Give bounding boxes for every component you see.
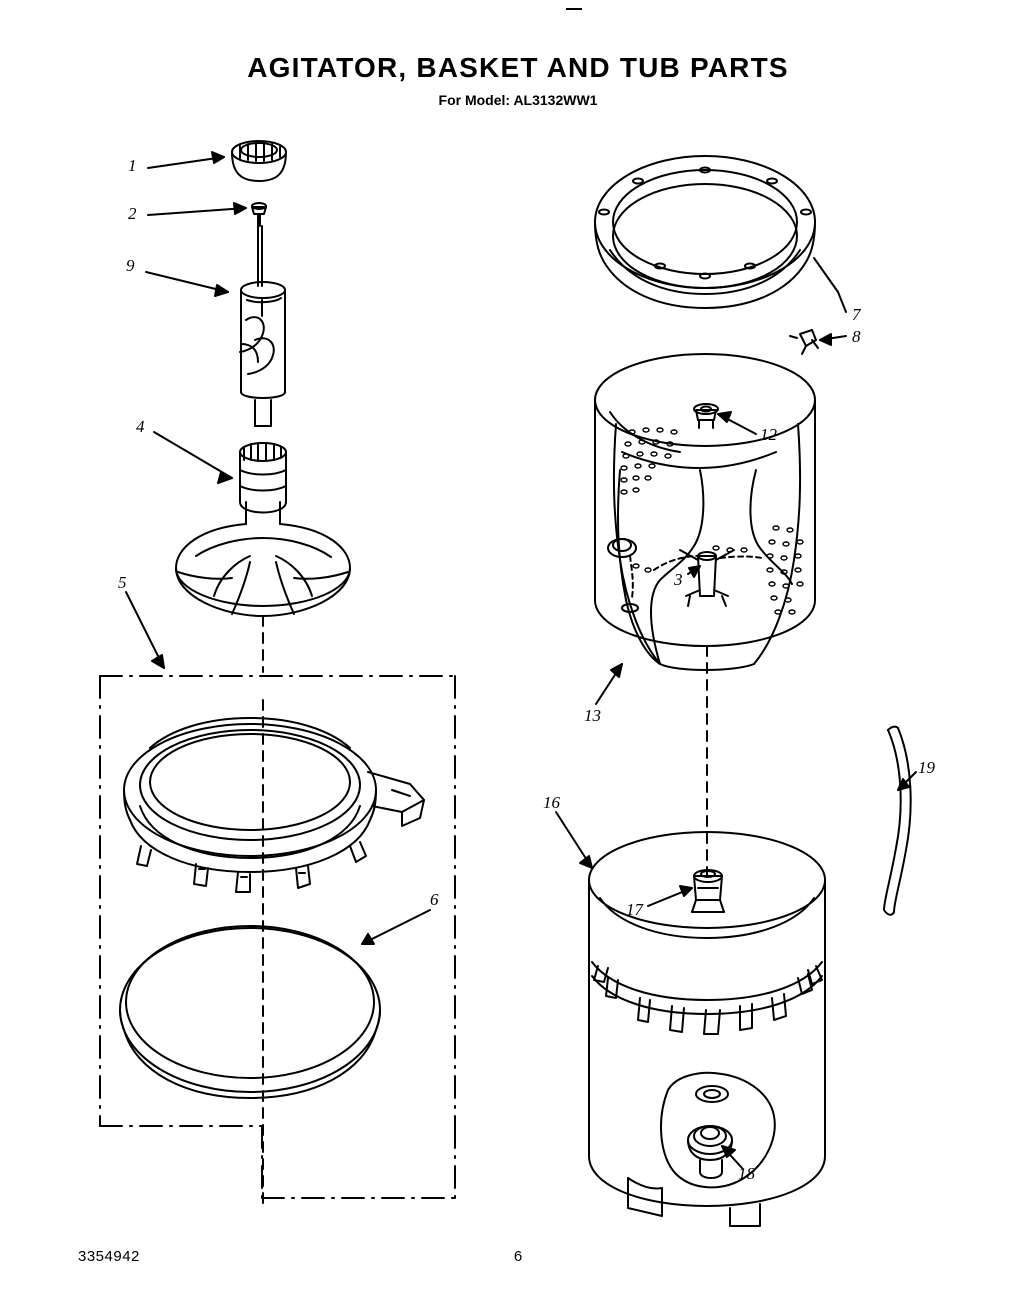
page-subtitle: For Model: AL3132WW1 (438, 92, 598, 108)
callout-13: 13 (584, 706, 601, 725)
callout-16: 16 (543, 793, 560, 812)
document-part-number: 3354942 (78, 1248, 140, 1265)
callout-3: 3 (674, 570, 683, 589)
callout-19: 19 (918, 758, 935, 777)
callout-1: 1 (128, 156, 137, 175)
callout-6: 6 (430, 890, 439, 909)
callout-7: 7 (852, 305, 861, 324)
page-title: AGITATOR, BASKET AND TUB PARTS (247, 52, 789, 83)
callout-12: 12 (760, 425, 777, 444)
callout-4: 4 (136, 417, 145, 436)
page-number: 6 (513, 1248, 523, 1265)
callout-17: 17 (626, 900, 643, 919)
callout-2: 2 (128, 204, 137, 223)
callout-18: 18 (738, 1164, 755, 1183)
callout-5: 5 (118, 573, 127, 592)
callout-8: 8 (852, 327, 861, 346)
callout-9: 9 (126, 256, 135, 275)
